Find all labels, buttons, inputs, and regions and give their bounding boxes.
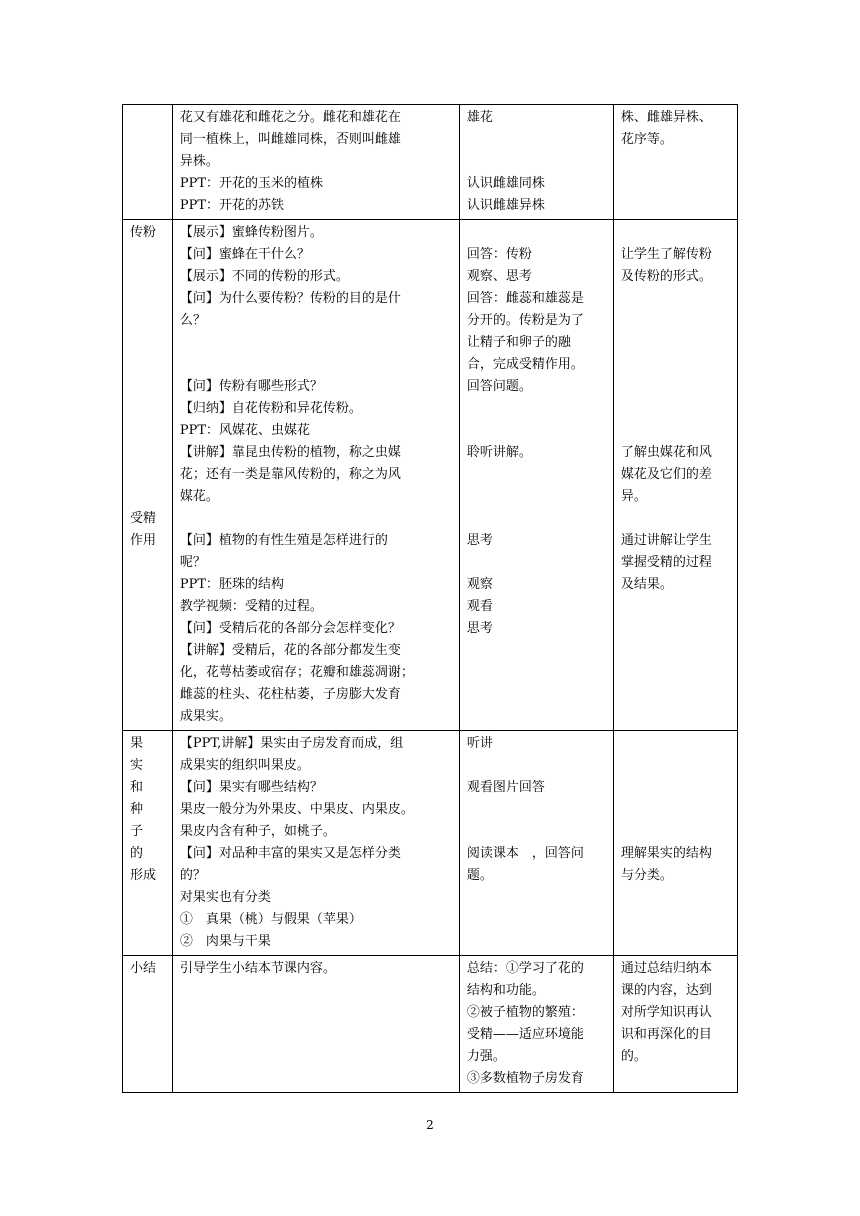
stage-cell (123, 731, 173, 956)
cell-line: 【问】对品种丰富的果实又是怎样分类 (179, 846, 401, 861)
cell-line: 观察、思考 (466, 269, 532, 284)
cell-line: 果 实 (130, 736, 157, 773)
stage-cell (123, 956, 173, 1093)
cell-line: 株、雌雄异株、 (620, 110, 712, 125)
cell-line (130, 464, 165, 486)
cell-line (621, 376, 730, 398)
cell-line: 花序等。 (620, 132, 673, 147)
cell-line (180, 354, 452, 376)
cell-line: 媒花。 (179, 489, 219, 504)
cell-line (621, 777, 730, 799)
cell-line: 思考 (466, 533, 493, 548)
cell-line: 成果实的组织叫果皮。 (179, 758, 310, 773)
cell-line: 化，花萼枯萎或宿存；花瓣和雄蕊凋谢； (179, 665, 414, 680)
cell-line (621, 799, 730, 821)
design-purpose-cell (613, 220, 737, 731)
cell-line (180, 332, 452, 354)
cell-line (467, 755, 606, 777)
cell-line: PPT：风媒花、虫媒花 (179, 423, 311, 438)
cell-line (621, 420, 730, 442)
cell-line: ② 肉果与干果 (179, 934, 271, 949)
cell-line: 阅读课本 ，回答问 (466, 846, 584, 861)
cell-line: 力强。 (466, 1049, 506, 1064)
cell-line (467, 508, 606, 530)
cell-line: 对所学知识再认 (620, 1005, 712, 1020)
cell-line: 作用 (130, 533, 157, 548)
cell-line: PPT：开花的玉米的植株 (179, 176, 324, 191)
cell-line: 【展示】不同的传粉的形式。 (179, 269, 349, 284)
cell-line: 果皮一般分为外果皮、中果皮、内果皮。 (179, 802, 414, 817)
cell-line: 么？ (179, 313, 206, 328)
student-activity-cell (459, 956, 613, 1093)
cell-line (467, 420, 606, 442)
cell-line: 及传粉的形式。 (620, 269, 712, 284)
cell-line: 的。 (620, 1049, 647, 1064)
cell-line: 成果实。 (179, 709, 232, 724)
cell-line: 分开的。传粉是为了 (466, 313, 584, 328)
cell-line (130, 288, 165, 310)
design-purpose-cell (613, 956, 737, 1093)
student-activity-cell (459, 220, 613, 731)
cell-line: 花又有雄花和雌花之分。雌花和雄花在 (179, 110, 401, 125)
stage-cell (123, 105, 173, 220)
cell-line: 回答问题。 (466, 379, 532, 394)
cell-line: 引导学生小结本节课内容。 (179, 961, 336, 976)
cell-line (467, 486, 606, 508)
cell-line: 观看图片回答 (466, 780, 545, 795)
cell-line (130, 486, 165, 508)
cell-line (467, 464, 606, 486)
cell-line (621, 733, 730, 755)
cell-line: 小结 (130, 961, 157, 976)
cell-line (130, 442, 165, 464)
cell-line: 【讲解】受精后，花的各部分都发生变 (179, 643, 401, 658)
cell-line: 异株。 (179, 154, 219, 169)
cell-line (621, 222, 730, 244)
cell-line: 传粉 (130, 225, 157, 240)
cell-line (621, 288, 730, 310)
cell-line: ②被子植物的繁殖： (466, 1005, 584, 1020)
cell-line: 课的内容，达到 (620, 983, 712, 998)
cell-line (130, 420, 165, 442)
cell-line: 雄花 (466, 110, 493, 125)
cell-line: 题。 (466, 868, 493, 883)
design-purpose-cell (613, 731, 737, 956)
cell-line (467, 222, 606, 244)
cell-line: PPT：胚珠的结构 (179, 577, 285, 592)
cell-line: 思考 (466, 621, 493, 636)
table-row (123, 956, 738, 1093)
cell-line: 雌蕊的柱头、花柱枯萎，子房膨大发育 (179, 687, 401, 702)
cell-line: 呢？ (179, 555, 206, 570)
cell-line (130, 332, 165, 354)
student-activity-cell (459, 731, 613, 956)
cell-line: 对果实也有分类 (179, 890, 271, 905)
cell-line: 果皮内含有种子，如桃子。 (179, 824, 336, 839)
cell-line (621, 755, 730, 777)
cell-line: 让精子和卵子的融 (466, 335, 571, 350)
cell-line: 同一植株上，叫雌雄同株，否则叫雌雄 (179, 132, 401, 147)
design-purpose-cell (613, 105, 737, 220)
teacher-activity-cell (172, 105, 459, 220)
cell-line (621, 310, 730, 332)
cell-line: 【PPT,讲解】果实由子房发育而成，组 (179, 736, 404, 751)
cell-line: 受精 (130, 511, 157, 526)
cell-line (130, 376, 165, 398)
cell-line: 听讲 (466, 736, 493, 751)
student-activity-cell (459, 105, 613, 220)
cell-line: 【讲解】靠昆虫传粉的植物，称之虫媒 (179, 445, 401, 460)
cell-line: 花；还有一类是靠风传粉的，称之为风 (179, 467, 401, 482)
cell-line: 聆听讲解。 (466, 445, 532, 460)
page-number: 2 (426, 1118, 434, 1132)
cell-line (467, 821, 606, 843)
cell-line (130, 310, 165, 332)
cell-line: 回答：雌蕊和雄蕊是 (466, 291, 584, 306)
teacher-activity-cell (172, 220, 459, 731)
table-row (123, 105, 738, 220)
table-row (123, 220, 738, 731)
cell-line: 总结：①学习了花的 (466, 961, 584, 976)
cell-line: 让学生了解传粉 (620, 247, 712, 262)
cell-line: 识和再深化的目 (620, 1027, 712, 1042)
cell-line (621, 508, 730, 530)
cell-line (130, 244, 165, 266)
cell-line: 认识雌雄异株 (466, 198, 545, 213)
cell-line: 合，完成受精作用。 (466, 357, 584, 372)
cell-line: ① 真果（桃）与假果（苹果） (179, 912, 362, 927)
cell-line: 受精——适应环境能 (466, 1027, 584, 1042)
lesson-plan-table (122, 104, 738, 1093)
cell-line: 通过总结归纳本 (620, 961, 712, 976)
cell-line: 【问】传粉有哪些形式？ (179, 379, 323, 394)
cell-line: 及结果。 (620, 577, 673, 592)
cell-line (467, 398, 606, 420)
cell-line: 媒花及它们的差 (620, 467, 712, 482)
cell-line: 【问】受精后花的各部分会怎样变化？ (179, 621, 401, 636)
cell-line (621, 354, 730, 376)
cell-line (467, 151, 606, 173)
cell-line (130, 354, 165, 376)
cell-line: 认识雌雄同株 (466, 176, 545, 191)
cell-line: 教学视频：受精的过程。 (179, 599, 323, 614)
cell-line: 了解虫媒花和风 (620, 445, 712, 460)
lesson-table-body (123, 105, 738, 1093)
cell-line (621, 821, 730, 843)
cell-line: 异。 (620, 489, 647, 504)
cell-line (467, 129, 606, 151)
cell-line (467, 799, 606, 821)
cell-line: 观察 (466, 577, 493, 592)
cell-line: 掌握受精的过程 (620, 555, 712, 570)
cell-line: ③多数植物子房发育 (466, 1071, 584, 1086)
cell-line: 与分类。 (620, 868, 673, 883)
cell-line (621, 398, 730, 420)
cell-line: 通过讲解让学生 (620, 533, 712, 548)
cell-line (467, 552, 606, 574)
cell-line: 【问】蜜蜂在干什么？ (179, 247, 310, 262)
cell-line: 理解果实的结构 (620, 846, 712, 861)
cell-line: 【问】为什么要传粉？传粉的目的是什 (179, 291, 401, 306)
cell-line: 【问】果实有哪些结构？ (179, 780, 323, 795)
cell-line: 观看 (466, 599, 493, 614)
cell-line: 和 种 (130, 780, 157, 817)
teacher-activity-cell (172, 731, 459, 956)
cell-line: 子 的 (130, 824, 157, 861)
cell-line: 形成 (130, 868, 157, 883)
table-row (123, 731, 738, 956)
teacher-activity-cell (172, 956, 459, 1093)
cell-line: 【问】植物的有性生殖是怎样进行的 (179, 533, 388, 548)
cell-line: 回答：传粉 (466, 247, 532, 262)
cell-line (130, 398, 165, 420)
cell-line: 的？ (179, 868, 206, 883)
cell-line (180, 508, 452, 530)
cell-line: 结构和功能。 (466, 983, 545, 998)
stage-cell (123, 220, 173, 731)
cell-line: 【归纳】自花传粉和异花传粉。 (179, 401, 362, 416)
cell-line: PPT：开花的苏铁 (179, 198, 285, 213)
cell-line: 【展示】蜜蜂传粉图片。 (179, 225, 323, 240)
cell-line (130, 266, 165, 288)
cell-line (621, 332, 730, 354)
